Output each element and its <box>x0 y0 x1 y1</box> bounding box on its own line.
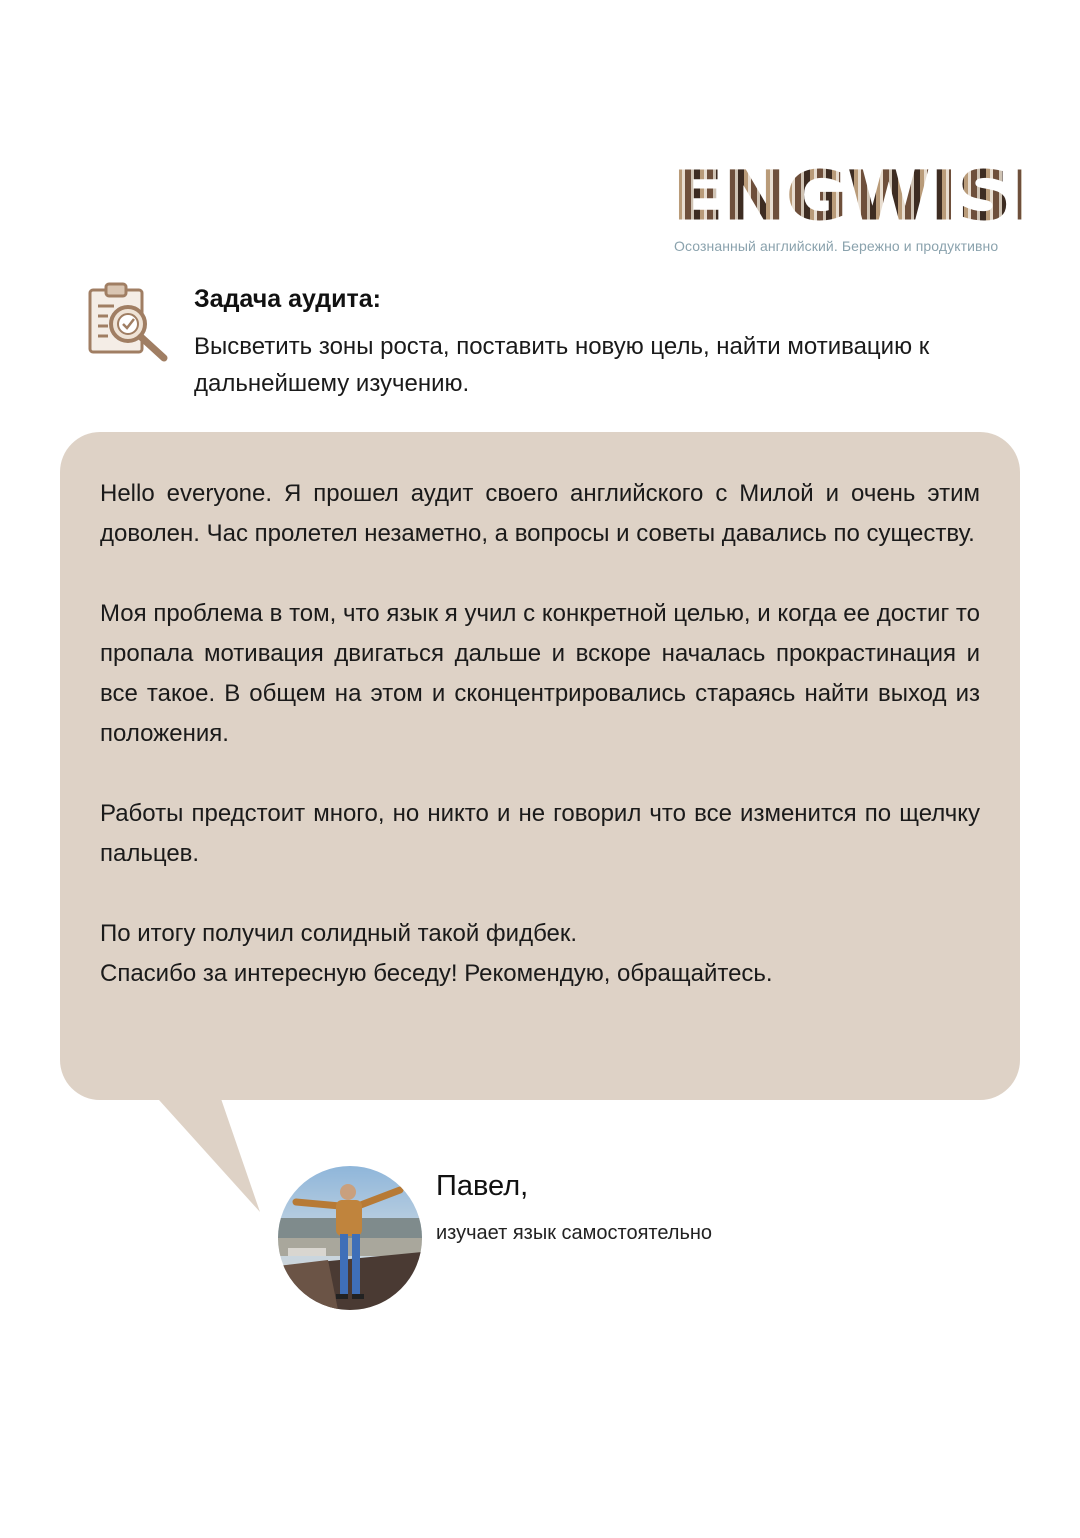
bubble-tail <box>150 1090 270 1215</box>
task-title: Задача аудита: <box>194 285 381 313</box>
task-description: Высветить зоны роста, поставить новую цель, найти мотивацию к дальнейшему изучению. <box>194 333 930 397</box>
logo-tagline: Осознанный английский. Бережно и продуктивно <box>674 238 999 254</box>
author-avatar <box>278 1166 422 1310</box>
author-name: Павел, <box>436 1170 529 1202</box>
review-paragraph: Работы предстоит много, но никто и не говорил что все изменится по щелчку пальцев. <box>100 800 980 867</box>
review-closing <box>100 914 980 994</box>
review-paragraph: Моя проблема в том, что язык я учил с конкретной целью, и когда ее достиг то пропала мотивация двигаться дальше и вскоре началась прокрастинация и все такое. В общем на этом и сконцентрировались стараясь найти выход из положения. <box>100 600 980 747</box>
logo-wordmark: ENGWISE <box>672 155 1062 236</box>
review-closing-line: Спасибо за интересную беседу! Рекомендую, обращайтесь. <box>100 960 773 987</box>
review-paragraph: Hello everyone. Я прошел аудит своего английского с Милой и очень этим доволен. Час пролетел незаметно, а вопросы и советы давались по существу. <box>100 480 980 547</box>
review-text <box>100 474 980 994</box>
engwise-logo <box>672 155 1062 254</box>
clipboard-magnifier-icon <box>84 280 174 366</box>
review-closing-line: По итогу получил солидный такой фидбек. <box>100 920 578 947</box>
author-description: изучает язык самостоятельно <box>436 1222 713 1244</box>
